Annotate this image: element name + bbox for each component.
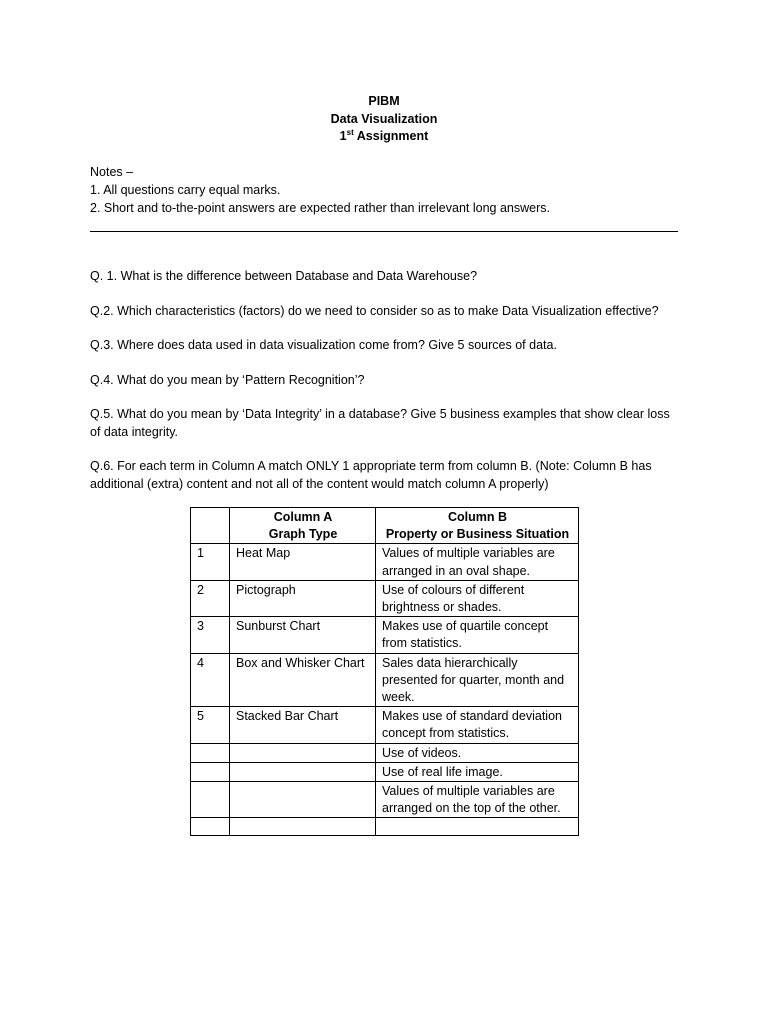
row-number: 3: [191, 617, 230, 653]
assignment-number: 1: [339, 129, 347, 143]
table-row: [191, 782, 579, 818]
document-title: [0, 93, 768, 146]
table-row: [191, 743, 579, 762]
row-number: 1: [191, 544, 230, 580]
notes-section: [90, 163, 550, 217]
column-a-subtitle: Graph Type: [268, 527, 338, 542]
header-number-cell: [191, 508, 230, 544]
property-cell: Sales data hierarchically presented for quarter, month and week.: [376, 653, 579, 707]
table-row: [191, 762, 579, 781]
property-cell: Makes use of standard deviation concept from statistics.: [376, 707, 579, 743]
row-number: [191, 818, 230, 836]
header-column-a: [230, 508, 376, 544]
graph-type-cell: [230, 743, 376, 762]
graph-type-cell: [230, 818, 376, 836]
assignment-name: [0, 128, 768, 146]
table-row: [191, 544, 579, 580]
table-row: [191, 653, 579, 707]
row-number: [191, 782, 230, 818]
table-header-row: [191, 508, 579, 544]
question-3: Q.3. Where does data used in data visualization come from? Give 5 sources of data.: [90, 338, 557, 352]
institute-name: PIBM: [368, 94, 400, 108]
column-b-subtitle: Property or Business Situation: [385, 527, 570, 542]
column-a-title: Column A: [273, 510, 333, 524]
assignment-ordinal-suffix: st: [346, 128, 354, 137]
row-number: 5: [191, 707, 230, 743]
column-b-title: Column B: [447, 510, 508, 524]
row-number: [191, 743, 230, 762]
table-row: [191, 580, 579, 616]
divider-line: [90, 231, 678, 232]
table-row: [191, 617, 579, 653]
table-row: [191, 707, 579, 743]
graph-type-cell: [230, 762, 376, 781]
notes-heading: Notes –: [90, 165, 134, 179]
graph-type-cell: Pictograph: [230, 580, 376, 616]
property-cell: Use of videos.: [376, 743, 579, 762]
question-1: Q. 1. What is the difference between Database and Data Warehouse?: [90, 269, 478, 283]
question-4: Q.4. What do you mean by ‘Pattern Recognition’?: [90, 373, 365, 387]
question-2: Q.2. Which characteristics (factors) do we need to consider so as to make Data Visualization effective?: [90, 304, 659, 318]
graph-type-cell: Box and Whisker Chart: [230, 653, 376, 707]
property-cell: [376, 818, 579, 836]
property-cell: Values of multiple variables are arranged on the top of the other.: [376, 782, 579, 818]
property-cell: Use of real life image.: [376, 762, 579, 781]
property-cell: Makes use of quartile concept from statistics.: [376, 617, 579, 653]
question-6: Q.6. For each term in Column A match ONLY 1 appropriate term from column B. (Note: Column B has additional (extra) content and not all of the content would match column A properly): [90, 459, 652, 491]
row-number: 4: [191, 653, 230, 707]
course-name: Data Visualization: [330, 111, 438, 126]
graph-type-cell: Stacked Bar Chart: [230, 707, 376, 743]
note-item: 1. All questions carry equal marks.: [90, 183, 281, 197]
row-number: 2: [191, 580, 230, 616]
row-number: [191, 762, 230, 781]
graph-type-cell: Heat Map: [230, 544, 376, 580]
graph-type-cell: Sunburst Chart: [230, 617, 376, 653]
property-cell: Values of multiple variables are arranged in an oval shape.: [376, 544, 579, 580]
note-item: 2. Short and to-the-point answers are expected rather than irrelevant long answers.: [90, 201, 550, 215]
graph-type-cell: [230, 782, 376, 818]
property-cell: Use of colours of different brightness or shades.: [376, 580, 579, 616]
matching-table: [190, 507, 579, 836]
assignment-label: Assignment: [353, 129, 429, 143]
question-5: Q.5. What do you mean by ‘Data Integrity’ in a database? Give 5 business examples that show clear loss of data integrity.: [90, 407, 670, 439]
table-row: [191, 818, 579, 836]
header-column-b: [376, 508, 579, 544]
